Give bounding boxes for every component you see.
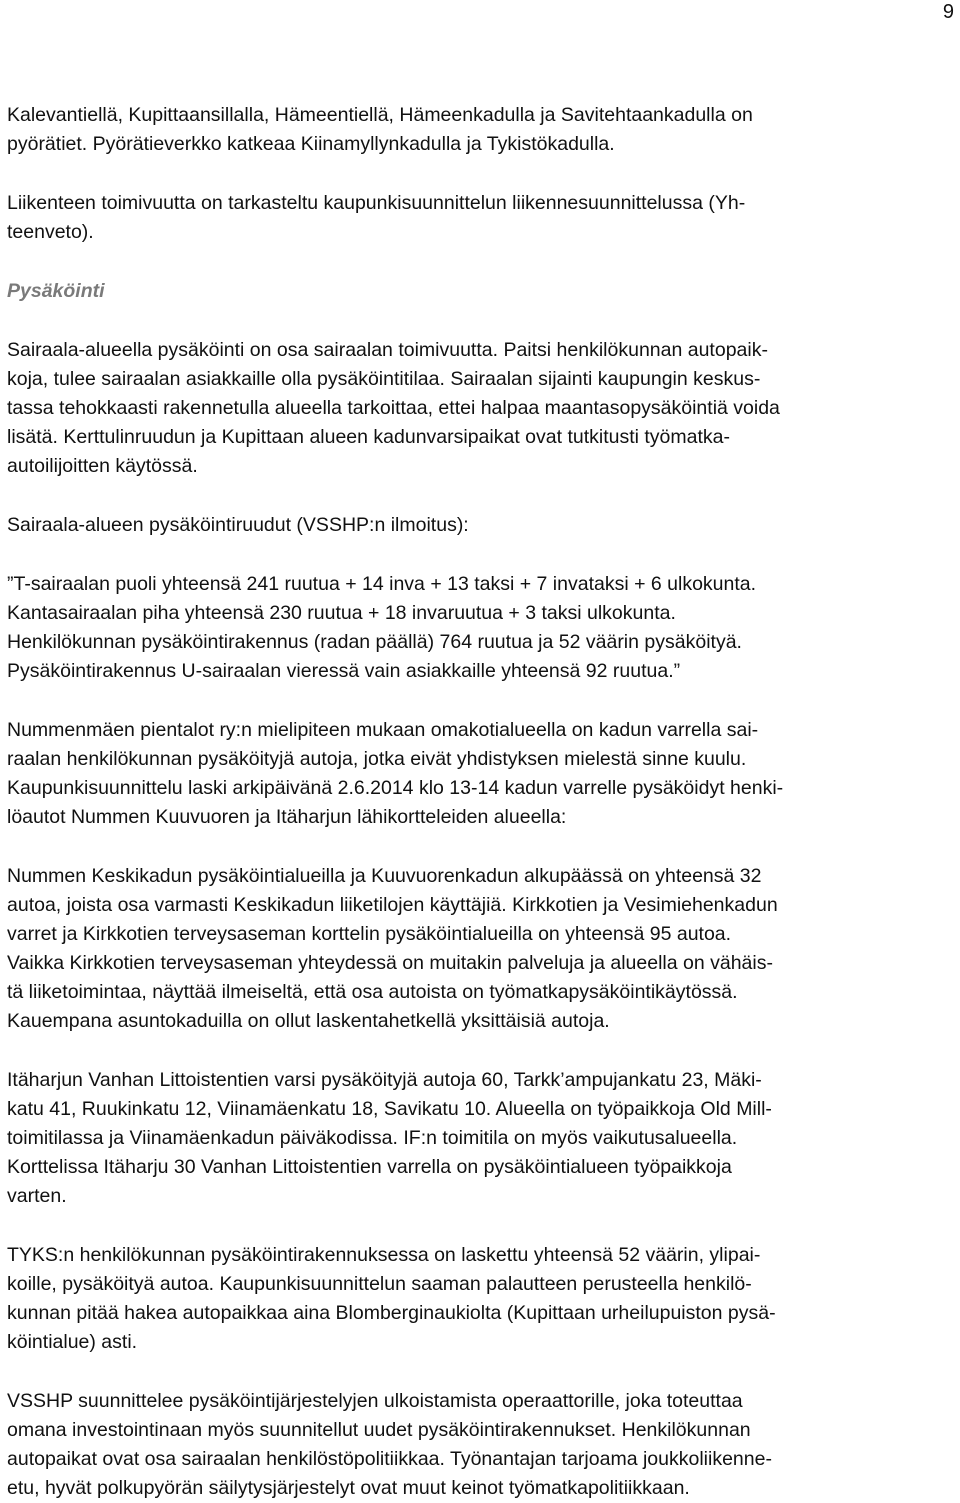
paragraph-vsshp-plans: VSSHP suunnittelee pysäköintijärjestelyjen ulkoistamista operaattorille, joka toteuttaa omana investointinaan myös suunnitellut uudet pysäköintirakennukset. Henkilökunnan autopaikat ovat osa sairaalan henkilöstöpolitiikkaa. Työnantajan tarjoama joukkoliikenne- etu, hyvät polkupyörän säilytysjärjestelyt ovat muut keinot työmatkapolitiikkaan. [7, 1390, 772, 1499]
paragraph-traffic-summary: Liikenteen toimivuutta on tarkasteltu kaupunkisuunnittelun liikennesuunnittelussa (Yh- teenveto). [7, 192, 746, 243]
paragraph-hospital-parking: Sairaala-alueella pysäköinti on osa sairaalan toimivuutta. Paitsi henkilökunnan autopaik- koja, tulee sairaalan asiakkaille olla pysäköintitilaa. Sairaalan sijainti kaupungin keskus- tassa tehokkaasti rakennetulla alueella tarkoittaa, ettei halpaa maantasopysäköintiä voida lisätä. Kerttulinruudun ja Kupittaan alueen kadunvarsipaikat ovat tutkitusti työmatka- autoilijoitten käytössä. [7, 339, 780, 477]
paragraph-parking-spaces-intro: Sairaala-alueen pysäköintiruudut (VSSHP:n ilmoitus): [7, 514, 469, 536]
paragraph-nummi-counts: Nummen Keskikadun pysäköintialueilla ja Kuuvuorenkadun alkupäässä on yhteensä 32 autoa, joista osa varmasti Keskikadun liiketilojen käyttäjiä. Kirkkotien ja Vesimiehenkadun varret ja Kirkkotien terveysaseman korttelin pysäköintialueilla on yhteensä 95 autoa. Vaikka Kirkkotien terveysaseman yhteydessä on muitakin palveluja ja alueella on vähäis- tä liiketoimintaa, näyttää ilmeiseltä, että osa autoista on työmatkapysäköintikäytössä. Kauempana asuntokaduilla on ollut laskentahetkellä yksittäisiä autoja. [7, 865, 778, 1032]
page-number: 9 [942, 1, 954, 23]
quote-parking-spaces: ”T-sairaalan puoli yhteensä 241 ruutua + 14 inva + 13 taksi + 7 invataksi + 6 ulkokunta. Kantasairaalan piha yhteensä 230 ruutua + 18 invaruutua + 3 taksi ulkokunta. Henkilökunnan pysäköintirakennus (radan päällä) 764 ruutua ja 52 väärin pysäköityä. Pysäköintirakennus U-sairaalan vieressä vain asiakkaille yhteensä 92 ruutua.” [7, 573, 757, 682]
paragraph-nummenmaki-opinion: Nummenmäen pientalot ry:n mielipiteen mukaan omakotialueella on kadun varrella sai- raalan henkilökunnan pysäköityjä autoja, jotka eivät yhdistyksen mielestä sinne kuulu. Kaupunkisuunnittelu laski arkipäivänä 2.6.2014 klo 13-14 kadun varrelle pysäköidyt henki- löautot Nummen Kuuvuoren ja Itäharjun lähikortteleiden alueella: [7, 719, 784, 828]
document-body [7, 101, 953, 1503]
paragraph-bike-paths: Kalevantiellä, Kupittaansillalla, Hämeentiellä, Hämeenkadulla ja Savitehtaankadulla on pyörätiet. Pyörätieverkko katkeaa Kiinamyllynkadulla ja Tykistökadulla. [7, 104, 753, 155]
section-heading-parking: Pysäköinti [7, 280, 105, 302]
paragraph-itaharju-counts: Itäharjun Vanhan Littoistentien varsi pysäköityjä autoja 60, Tarkk’ampujankatu 23, Mäki- katu 41, Ruukinkatu 12, Viinamäenkatu 18, Savikatu 10. Alueella on työpaikkoja Old Mill- toimitilassa ja Viinamäenkadun päiväkodissa. IF:n toimitila on myös vaikutusalueella. Korttelissa Itäharju 30 Vanhan Littoistentien varrella on pysäköintialueen työpaikkoja varten. [7, 1069, 772, 1207]
paragraph-tyks-staff-parking: TYKS:n henkilökunnan pysäköintirakennuksessa on laskettu yhteensä 52 väärin, ylipai- koille, pysäköityä autoa. Kaupunkisuunnittelun saaman palautteen perusteella henkilö- kunnan pitää hakea autopaikkaa aina Blomberginaukiolta (Kupittaan urheilupuiston pysä- köintialue) asti. [7, 1244, 776, 1353]
